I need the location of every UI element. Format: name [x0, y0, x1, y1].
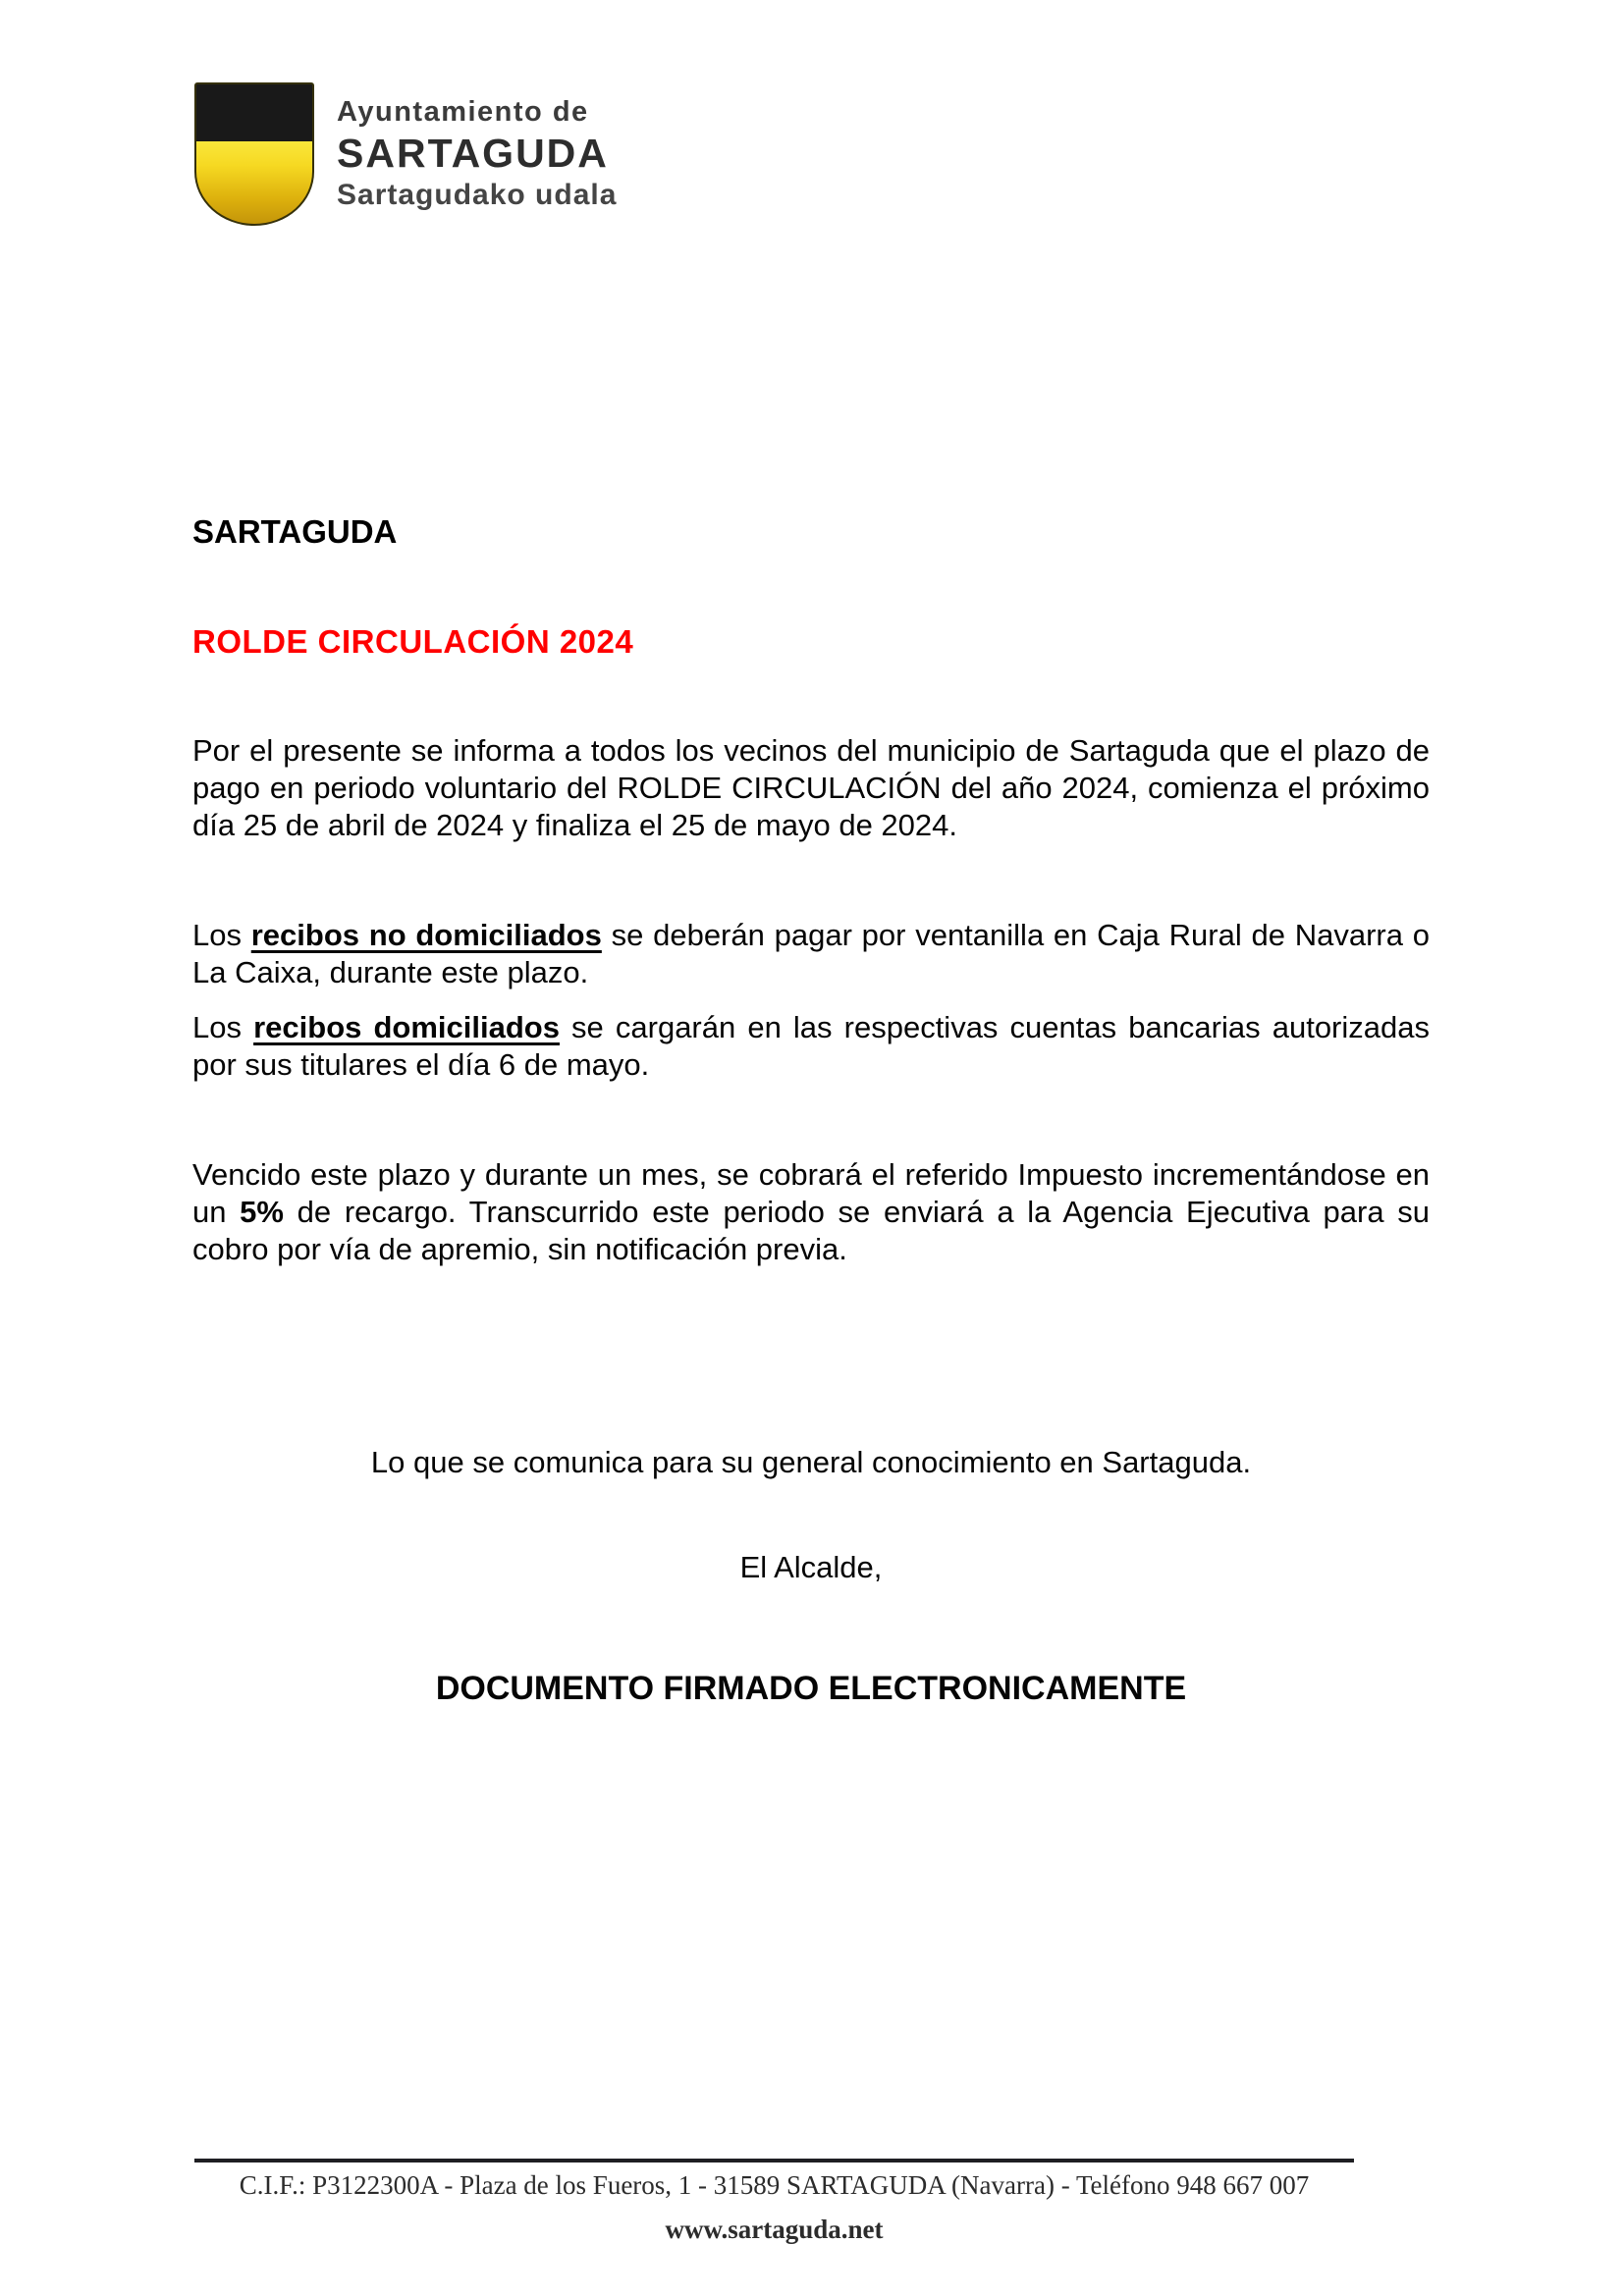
- p2-pre: Los: [192, 918, 251, 952]
- footer-contact-line: C.I.F.: P3122300A - Plaza de los Fueros, 1 - 31589 SARTAGUDA (Navarra) - Teléfono 948 667 007: [239, 2170, 1310, 2200]
- electronic-signature-notice: DOCUMENTO FIRMADO ELECTRONICAMENTE: [435, 1670, 1187, 1707]
- p3-post: se cargarán en las respectivas cuentas bancarias autorizadas por sus titulares el día 6 de mayo.: [192, 1010, 1430, 1082]
- logo-line-sartaguda: SARTAGUDA: [337, 131, 609, 176]
- closing-communication: Lo que se comunica para su general conocimiento en Sartaguda.: [370, 1445, 1252, 1479]
- footer-website: www.sartaguda.net: [665, 2215, 884, 2244]
- signer-role: El Alcalde,: [739, 1550, 883, 1584]
- paragraph-surcharge: [192, 1156, 1430, 1268]
- logo-text: [337, 94, 617, 213]
- p3-emphasis: recibos domiciliados: [253, 1010, 560, 1044]
- paragraph-domiciled-receipts: [192, 1009, 1430, 1084]
- logo-line-ayuntamiento: Ayuntamiento de: [337, 96, 589, 128]
- p2-emphasis: recibos no domiciliados: [250, 918, 602, 952]
- paragraph-non-domiciled-receipts: [192, 917, 1430, 991]
- municipality-heading: SARTAGUDA: [192, 513, 398, 550]
- footer: [194, 2163, 1354, 2252]
- municipal-shield-icon: [194, 82, 314, 226]
- p4-pre: Vencido este plazo y durante un mes, se cobrará el referido Impuesto incrementándose en un: [192, 1157, 1430, 1229]
- p4-surcharge-percent: 5%: [240, 1195, 284, 1229]
- paragraph-intro: Por el presente se informa a todos los vecinos del municipio de Sartaguda que el plazo de pago en periodo voluntario del ROLDE CIRCULACIÓN del año 2024, comienza el próximo día 25 de abril de 2024 y finaliza el 25 de mayo de 2024.: [192, 733, 1430, 842]
- logo-line-basque: Sartagudako udala: [337, 179, 618, 211]
- document-title: ROLDE CIRCULACIÓN 2024: [192, 623, 634, 660]
- p3-pre: Los: [192, 1010, 254, 1044]
- p4-post: de recargo. Transcurrido este periodo se enviará a la Agencia Ejecutiva para su cobro por vía de apremio, sin notificación previa.: [192, 1195, 1430, 1266]
- footer-rule: [194, 2159, 1354, 2163]
- p2-post: se deberán pagar por ventanilla en Caja Rural de Navarra o La Caixa, durante este plazo.: [192, 918, 1430, 989]
